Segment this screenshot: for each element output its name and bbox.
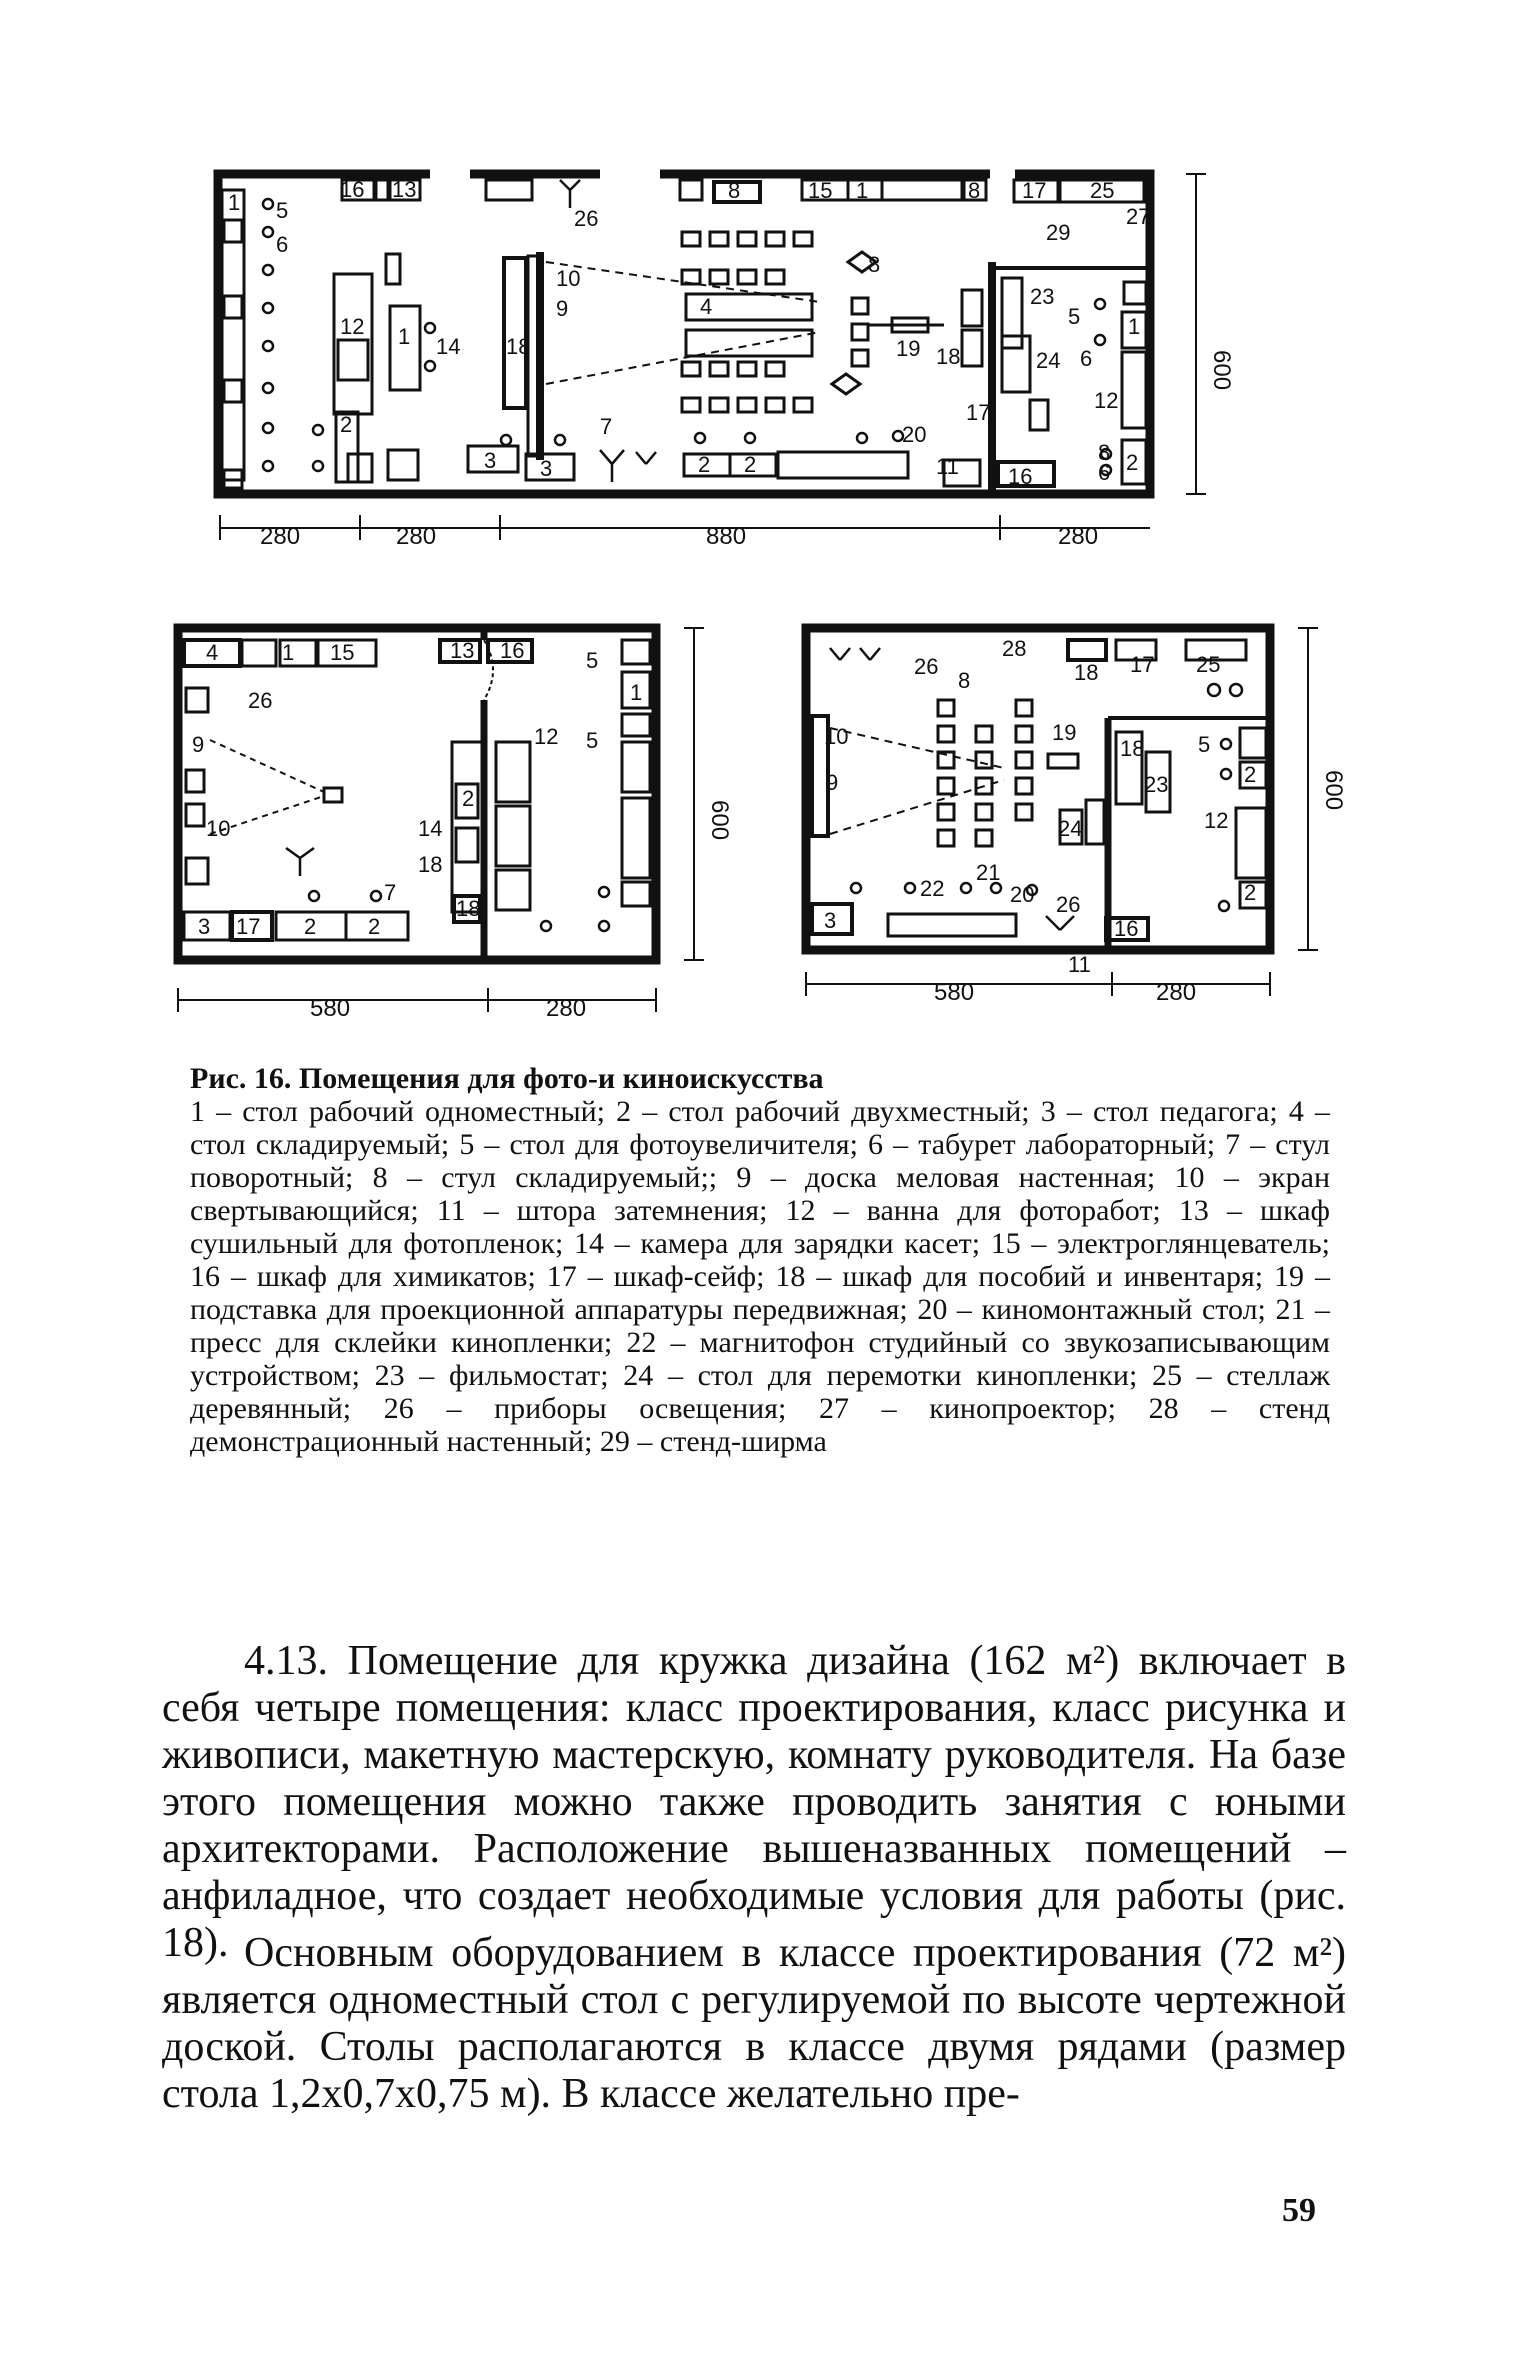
- plan-label: 5: [586, 728, 599, 753]
- dimension-label: 280: [260, 523, 301, 550]
- plan-label: 5: [276, 198, 289, 223]
- plan-label: 1: [856, 178, 869, 203]
- plan-label: 16: [1114, 916, 1139, 941]
- page-number: 59: [1282, 2192, 1316, 2229]
- plan-label: 1: [228, 190, 241, 215]
- plan-label: 8: [728, 178, 741, 203]
- plan-label: 2: [1244, 880, 1257, 905]
- plan-label: 8: [868, 252, 881, 277]
- plan-label: 3: [540, 456, 553, 481]
- plan-label: 3: [484, 448, 497, 473]
- plan-label: 1: [630, 680, 643, 705]
- plan-label: 6: [1098, 460, 1111, 485]
- plan-label: 23: [1030, 284, 1055, 309]
- plan-label: 3: [198, 914, 211, 939]
- plan-label: 15: [808, 178, 833, 203]
- plan-label: 3: [824, 908, 837, 933]
- plan-label: 25: [1090, 178, 1115, 203]
- plan-label: 1: [282, 640, 295, 665]
- plan-label: 16: [1008, 464, 1033, 489]
- plan-label: 12: [340, 314, 365, 339]
- plan-label: 22: [920, 876, 945, 901]
- plan-label: 14: [436, 334, 461, 359]
- plan-label: 27: [1126, 204, 1151, 229]
- plan-label: 18: [506, 334, 531, 359]
- plan-label: 26: [1056, 892, 1081, 917]
- plan-label: 28: [1002, 636, 1027, 661]
- plan-label: 11: [1068, 952, 1091, 977]
- body-paragraph: Основным оборудованием в классе проектирования (72 м²) является одноместный стол с регулируемой по высоте чертежной доской. Столы располагаются в классе двумя рядами (размер стола 1,2х0,7х0,75 м). В классе желательно пре-: [162, 1930, 1346, 2117]
- plan-label: 4: [700, 294, 713, 319]
- bottom-right-floor-plan: [806, 628, 1318, 996]
- body-paragraph: 4.13. Помещение для кружка дизайна (162 м²) включает в себя четыре помещения: класс проектирования, класс рисунка и живописи, макетную мастерскую, комнату руководителя. На базе этого помещения можно также проводить занятия с юными архитекторами. Расположение вышеназванных помещений – анфиладное, что создает необходимые условия для работы (рис. 18).: [162, 1638, 1346, 1966]
- plan-label: 9: [556, 296, 569, 321]
- plan-label: 13: [392, 177, 417, 202]
- plan-label: 1: [1128, 314, 1141, 339]
- plan-label: 21: [976, 860, 1001, 885]
- plan-label: 18: [1074, 660, 1099, 685]
- plan-label: 18: [1120, 736, 1145, 761]
- plan-label: 12: [534, 724, 559, 749]
- plan-label: 5: [586, 648, 599, 673]
- plan-label: 7: [384, 880, 397, 905]
- dimension-label: 280: [1058, 523, 1099, 550]
- plan-label: 8: [968, 178, 981, 203]
- dimension-label: 280: [1156, 979, 1197, 1006]
- plan-label: 18: [418, 852, 443, 877]
- plan-label: 2: [462, 786, 475, 811]
- figure-caption: [190, 1062, 1330, 1458]
- plan-label: 2: [304, 914, 317, 939]
- plan-label: 25: [1196, 652, 1221, 677]
- plan-label: 29: [1046, 220, 1071, 245]
- plan-label: 2: [698, 452, 711, 477]
- plan-label: 18: [456, 896, 481, 921]
- floor-plans-figure: [0, 0, 1536, 1060]
- plan-label: 10: [824, 724, 849, 749]
- plan-label: 9: [826, 770, 839, 795]
- plan-label: 17: [1022, 178, 1047, 203]
- plan-label: 20: [1010, 882, 1035, 907]
- plan-label: 26: [574, 206, 599, 231]
- plan-label: 24: [1058, 816, 1083, 841]
- plan-label: 12: [1094, 388, 1119, 413]
- plan-label: 4: [206, 640, 219, 665]
- plan-label: 2: [744, 452, 757, 477]
- plan-label: 17: [236, 914, 261, 939]
- dimension-label: 600: [1208, 350, 1235, 391]
- plan-label: 16: [500, 638, 525, 663]
- dimension-label: 580: [310, 995, 351, 1022]
- plan-label: 10: [556, 266, 581, 291]
- plan-label: 11: [936, 454, 959, 479]
- dimension-label: 280: [546, 995, 587, 1022]
- plan-label: 2: [1126, 450, 1139, 475]
- plan-label: 19: [1052, 720, 1077, 745]
- dimension-label: 600: [706, 800, 733, 841]
- plan-label: 8: [1098, 440, 1111, 465]
- plan-label: 9: [192, 732, 205, 757]
- plan-label: 1: [398, 324, 411, 349]
- dimension-label: 280: [396, 523, 437, 550]
- plan-label: 2: [1244, 762, 1257, 787]
- caption-legend: 1 – стол рабочий одноместный; 2 – стол рабочий двухместный; 3 – стол педагога; 4 – стол складируемый; 5 – стол для фотоувеличителя; 6 – табурет лабораторный; 7 – стул поворотный; 8 – стул складируемый;; 9 – доска меловая настенная; 10 – экран свертывающийся; 11 – штора затемнения; 12 – ванна для фоторабот; 13 – шкаф сушильный для фотопленок; 14 – камера для зарядки касет; 15 – электроглянцеватель; 16 – шкаф для химикатов; 17 – шкаф-сейф; 18 – шкаф для пособий и инвентаря; 19 – подставка для проекционной аппаратуры передвижная; 20 – киномонтажный стол; 21 – пресс для склейки кинопленки; 22 – магнитофон студийный со звукозаписывающим устройством; 23 – фильмостат; 24 – стол для перемотки кинопленки; 25 – стеллаж деревянный; 26 – приборы освещения; 27 – кинопроектор; 28 – стенд демонстрационный настенный; 29 – стенд-ширма: [190, 1095, 1330, 1458]
- plan-label: 18: [936, 344, 961, 369]
- plan-label: 17: [1130, 652, 1155, 677]
- plan-label: 26: [914, 654, 939, 679]
- plan-label: 14: [418, 816, 443, 841]
- dimension-label: 580: [934, 979, 975, 1006]
- plan-label: 12: [1204, 808, 1229, 833]
- plan-label: 20: [902, 422, 927, 447]
- plan-label: 10: [206, 816, 231, 841]
- plan-label: 5: [1068, 304, 1081, 329]
- dimension-label: 600: [1320, 770, 1347, 811]
- dimension-label: 880: [706, 523, 747, 550]
- plan-label: 23: [1144, 772, 1169, 797]
- plan-label: 24: [1036, 348, 1061, 373]
- plan-label: 13: [450, 638, 475, 663]
- plan-label: 16: [340, 177, 365, 202]
- plan-label: 8: [958, 668, 971, 693]
- plan-label: 7: [600, 414, 613, 439]
- caption-title: Рис. 16. Помещения для фото-и киноискусства: [190, 1062, 824, 1095]
- plan-label: 17: [966, 400, 991, 425]
- plan-label: 6: [276, 232, 289, 257]
- plan-label: 26: [248, 688, 273, 713]
- plan-label: 5: [1198, 732, 1211, 757]
- plan-label: 2: [368, 914, 381, 939]
- plan-label: 15: [330, 640, 355, 665]
- plan-label: 2: [340, 412, 353, 437]
- plan-label: 19: [896, 336, 921, 361]
- plan-label: 6: [1080, 346, 1093, 371]
